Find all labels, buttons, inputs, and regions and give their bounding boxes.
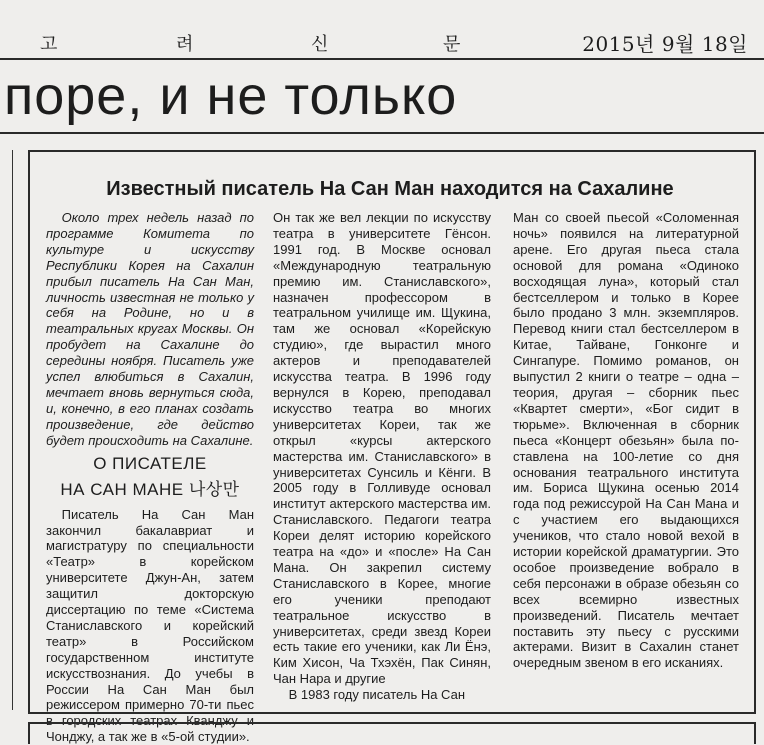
- adjacent-column-edge: [0, 150, 13, 710]
- article-title: Известный писатель На Сан Ман находится на Сахалине: [106, 178, 674, 201]
- article-column-2: [273, 210, 491, 703]
- section-heading: О ПИСАТЕЛЕ: [93, 453, 207, 473]
- article-paragraph: Писатель На Сан Ман закончил бакалавриат и магистратуру по специальности «Театр» в корейском университете Джун-Ан, затем защитил докторскую диссертацию по теме «Система Станиславского и корейский театр» в Российском государственном институте искусствознания. До учебы в России На Сан Ман был режиссером примерно 70-ти пьес в городских театрах Кванджу и Чонджу, а так же в «5-ой студии».: [46, 506, 254, 745]
- article-paragraph: Ман со своей пьесой «Соломенная ночь» появился на литературной арене. Его другая пьеса стала основой для романа «Одиноко восходящая луна», который стал бестселлером и только в Корее было продано 3 млн. экземпляров. Перевод книги стал бестселлером в Китае, Тайване, Гонконге и Сингапуре. Помимо романов, он выпустил 2 книги о театре – одна – теория, другая – сборник пьес «Квартет смерти», «Бог сидит в тюрьме». Включенная в сборник пьеса «Концерт обезьян» была по-ставлена на 100-летие со дня основания театрального института им. Бориса Щукина осенью 2014 года под режиссурой На Сан Мана и с участием его выдающихся учеников, что стало новой вехой в истории корейской драматургии. Это особое произведение вобрало в себя персонажи в образе обезьян со всех всемирно известных произведений. Писатель мечтает поставить эту пьесу с русскими актерами. Визит в Сахалин станет очередным звеном в его исканиях.: [513, 210, 739, 671]
- article-column-1: [46, 210, 254, 745]
- headline-divider: [0, 132, 764, 134]
- newspaper-masthead: [0, 0, 764, 60]
- next-article-frame: [28, 722, 756, 744]
- article-paragraph: Он так же вел лекции по искусству театра в университете Гёнсон. 1991 год. В Москве основал «Международную театральную премию им. Станиславского», назначен профессором в театральном училище им. Щукина, там же основал «Корейскую студию», где вырастил много актеров и преподавателей искусства театра. В 1996 году вернулся в Корею, преподавал искусство театра во многих университетах Кореи, так же открыл «курсы актерского мастерства им. Станиславского» в университетах Сунсиль и Кёнги. В 2005 году в Голливуде основал институт актерского мастерства им. Станиславского. Педагоги театра Кореи делят историю корейского театра на «до» и «после» На Сан Мана. Он закрепил систему Станиславского в Корее, многие его ученики преподают театральное искусство в университетах, среди звезд Кореи есть такие его ученики, как Ли Ёнэ, Ким Хисон, Ча Тхэхён, Пак Синян, Чан Нара и другие: [273, 210, 491, 687]
- masthead-letter: 려: [176, 34, 194, 55]
- issue-date: 2015년 9월 18일: [582, 32, 748, 56]
- section-heading: НА САН МАНЕ 나상만: [60, 479, 240, 499]
- article-paragraph: В 1983 году писатель На Сан: [288, 687, 466, 703]
- article-lead: Около трех недель назад по программе Комитета по культуре и искусству Республики Корея на Сахалин прибыл писатель На Сан Ман, личность известная не только у себя на Родине, но и в театральных кругах Москвы. Он пробудет на Сахалине до середины ноября. Писатель уже успел влюбиться в Сахалин, мечтает вновь вернуться сюда, и, конечно, в его планах создать произведение, где действо будет происходить на Сахалине.: [46, 210, 254, 448]
- masthead-letter: 고: [40, 34, 58, 55]
- previous-article-headline: поре, и не только: [4, 66, 458, 126]
- article-column-3: [513, 210, 739, 671]
- masthead-letter: 신: [311, 34, 329, 55]
- masthead-letter: 문: [443, 34, 461, 55]
